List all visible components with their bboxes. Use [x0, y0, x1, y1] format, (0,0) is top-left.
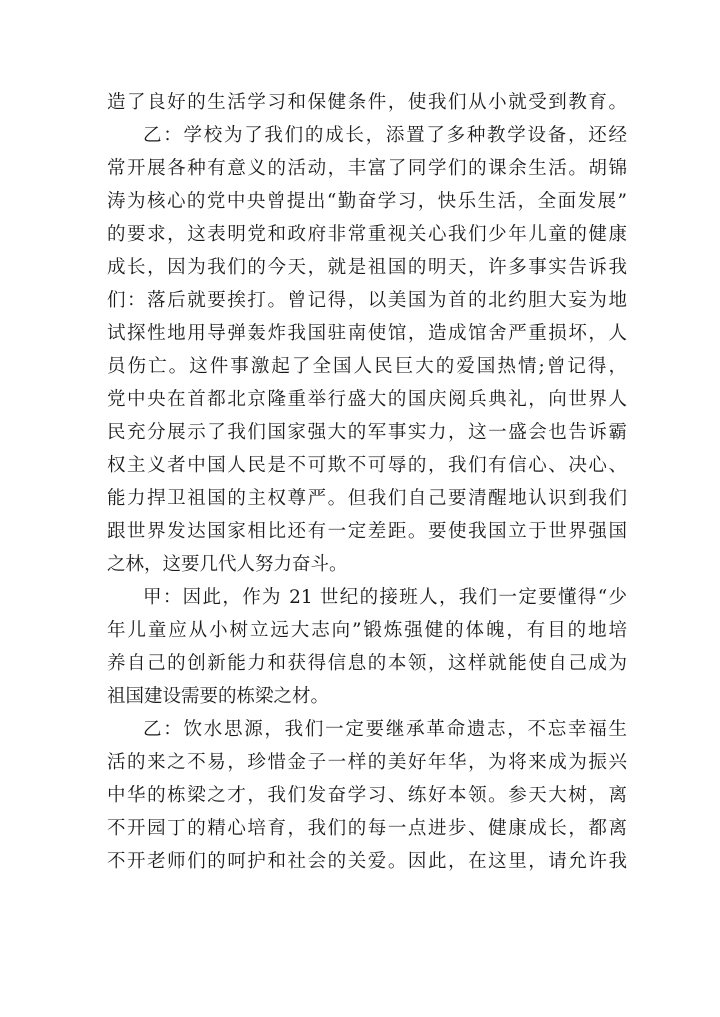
text-line: 甲：因此，作为 21 世纪的接班人，我们一定要懂得“少 [143, 587, 627, 608]
text-line: 员伤亡。这件事激起了全国人民巨大的爱国热情;曾记得， [107, 356, 627, 377]
text-line: 养自己的创新能力和获得信息的本领，这样就能使自己成为 [107, 653, 627, 674]
text-line: 民充分展示了我们国家强大的军事实力，这一盛会也告诉霸 [107, 422, 627, 443]
paragraph-2 [107, 119, 627, 581]
paragraph-4 [107, 713, 627, 878]
text-line: 成长，因为我们的今天，就是祖国的明天，许多事实告诉我 [107, 257, 627, 278]
text-line: 涛为核心的党中央曾提出“勤奋学习，快乐生活，全面发展” [107, 191, 627, 212]
text-line: 试探性地用导弹轰炸我国驻南使馆，造成馆舍严重损坏，人 [107, 323, 627, 344]
text-line: 活的来之不易，珍惜金子一样的美好年华，为将来成为振兴 [107, 752, 627, 773]
text-line: 不开园丁的精心培育，我们的每一点进步、健康成长，都离 [107, 818, 627, 839]
text-line: 权主义者中国人民是不可欺不可辱的，我们有信心、决心、 [107, 455, 627, 476]
document-page [107, 86, 627, 878]
paragraph-3 [107, 581, 627, 713]
text-line: 跟世界发达国家相比还有一定差距。要使我国立于世界强国 [107, 521, 627, 542]
text-line: 中华的栋梁之才，我们发奋学习、练好本领。参天大树，离 [107, 785, 627, 806]
text-line: 党中央在首都北京隆重举行盛大的国庆阅兵典礼，向世界人 [107, 389, 627, 410]
text-line: 常开展各种有意义的活动，丰富了同学们的课余生活。胡锦 [107, 158, 627, 179]
text-line: 的要求，这表明党和政府非常重视关心我们少年儿童的健康 [107, 224, 627, 245]
text-line: 们：落后就要挨打。曾记得，以美国为首的北约胆大妄为地 [107, 290, 627, 311]
text-line: 造了良好的生活学习和保健条件，使我们从小就受到教育。 [107, 92, 627, 113]
text-line: 祖国建设需要的栋梁之材。 [107, 686, 330, 707]
paragraph-1 [107, 86, 627, 119]
text-line: 之林，这要几代人努力奋斗。 [107, 554, 348, 575]
text-line: 不开老师们的呵护和社会的关爱。因此，在这里，请允许我 [107, 851, 627, 872]
text-line: 能力捍卫祖国的主权尊严。但我们自己要清醒地认识到我们 [107, 488, 627, 509]
text-line: 乙：饮水思源，我们一定要继承革命遗志，不忘幸福生 [143, 719, 627, 740]
text-line: 年儿童应从小树立远大志向”锻炼强健的体魄，有目的地培 [107, 620, 627, 641]
text-line: 乙：学校为了我们的成长，添置了多种教学设备，还经 [143, 125, 627, 146]
